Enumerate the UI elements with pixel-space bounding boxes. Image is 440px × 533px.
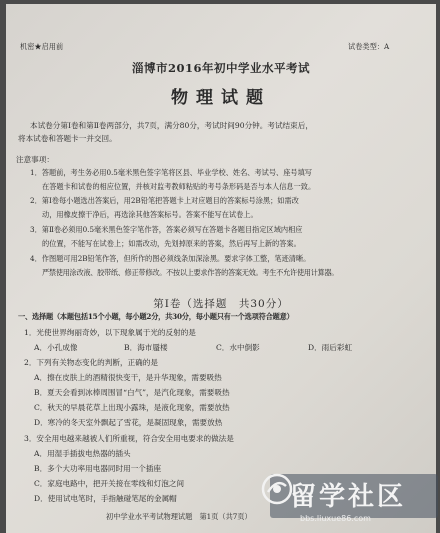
q1-option-b: B．海市蜃楼 (124, 343, 168, 352)
exam-title: 淄博市2016年初中学业水平考试 (131, 61, 310, 75)
note-line: 3．第Ⅱ卷必须用0.5毫米黑色签字笔作答，答案必须写在答题卡各题目指定区域内相应 (30, 225, 303, 234)
q3-option-c: C．家庭电路中，把开关接在零线和灯泡之间 (34, 479, 185, 488)
q2-option-a: A．擦在皮肤上的酒精很快变干，是升华现象，需要吸热 (34, 373, 222, 382)
page-footer: 初中学业水平考试物理试题 第1页（共7页） (106, 512, 252, 521)
q1-option-c: C．水中倒影 (216, 343, 260, 352)
q3-option-b: B．多个大功率用电器同时用一个插座 (34, 464, 162, 473)
q2-option-b: B．夏天会看到冰棒周围冒“白气”，是汽化现象，需要吸热 (34, 388, 230, 397)
note-line: 4．作图题可用2B铅笔作答，但所作的图必须线条加深涂黑。要求字体工整，笔迹清晰。 (30, 254, 311, 263)
intro-line-2: 将本试卷和答题卡一并交回。 (18, 134, 117, 143)
note-line: 的位置，不能写在试卷上；如需改动，先划掉原来的答案，然后再写上新的答案。 (42, 239, 301, 248)
question-1-stem: 1．光使世界绚丽奇妙，以下现象属于光的反射的是 (24, 328, 196, 337)
note-line: 1．答题前，考生务必用0.5毫米黑色签字笔将区县、毕业学校、姓名、考试号、座号填写 (30, 168, 312, 177)
q2-option-c: C．秋天的早晨花草上出现小露珠，是液化现象，需要放热 (34, 403, 230, 412)
note-line: 动，用橡皮擦干净后，再选涂其他答案标号。答案不能写在试卷上。 (42, 210, 258, 219)
exam-paper-sheet (6, 4, 436, 533)
part-one-title: 第Ⅰ卷（选择题 共30分） (153, 298, 289, 310)
intro-line-1: 本试卷分第Ⅰ卷和第Ⅱ卷两部分，共7页，满分80分，考试时间90分钟。考试结束后， (30, 121, 313, 130)
notes-heading: 注意事项： (16, 155, 54, 164)
watermark-logo-icon (260, 472, 294, 506)
watermark-brand: 留学社区 (290, 482, 407, 512)
paper-type-label: 试卷类型：A (348, 42, 390, 51)
section-instructions: 一、选择题（本题包括15个小题，每小题2分，共30分，每小题只有一个选项符合题意） (18, 312, 294, 321)
subject-title: 物理试题 (171, 88, 271, 108)
q1-option-d: D．雨后彩虹 (308, 343, 353, 352)
q3-option-a: A．用湿手插拔电热器的插头 (34, 449, 131, 458)
note-line: 2．第Ⅰ卷每小题选出答案后，用2B铅笔把答题卡上对应题目的答案标号涂黑；如需改 (30, 196, 299, 205)
q3-option-d: D．使用试电笔时，手指触碰笔尾的金属帽 (34, 494, 177, 503)
question-3-stem: 3．安全用电越来越被人们所重视，符合安全用电要求的做法是 (24, 434, 234, 443)
q2-option-d: D．寒冷的冬天室外飘起了雪花，是凝固现象，需要放热 (34, 418, 223, 427)
watermark-url: bbs.liuxue86.com (300, 514, 371, 523)
note-line: 严禁使用涂改液、胶带纸、修正带修改。不按以上要求作答的答案无效。考生不允许使用计算器。 (42, 268, 339, 277)
question-2-stem: 2．下列有关物态变化的判断，正确的是 (24, 358, 158, 367)
note-line: 在答题卡和试卷的相应位置，并核对监考教师粘贴的考号条形码是否与本人信息一致。 (42, 182, 316, 191)
secret-label: 机密★启用前 (20, 42, 64, 51)
q1-option-a: A．小孔成像 (34, 343, 78, 352)
